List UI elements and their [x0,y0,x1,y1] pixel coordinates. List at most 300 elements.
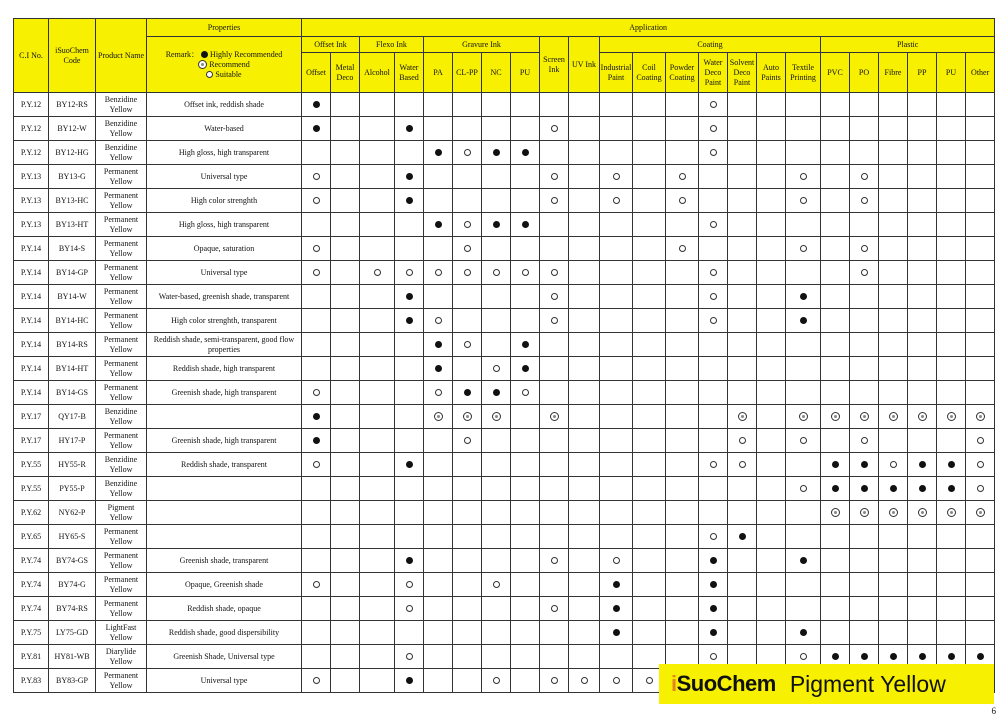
cell-uv [569,165,600,189]
table-row [14,309,995,333]
cell-coil [633,237,666,261]
cell-screen [540,213,569,237]
cell-uv [569,285,600,309]
table-row [14,261,995,285]
cell-water-based [395,93,424,117]
cell-pu-p [937,429,966,453]
highly-recommended-icon [406,197,413,204]
cell-pu-g [511,189,540,213]
cell-other [966,621,995,645]
table-row [14,429,995,453]
cell-code: PY55-P [49,477,96,501]
cell-metal-deco [331,501,360,525]
cell-code: BY14-RS [49,333,96,357]
cell-pu-g [511,93,540,117]
cell-other [966,549,995,573]
cell-code: BY12-HG [49,141,96,165]
highly-recommended-icon [406,317,413,324]
cell-pu-p [937,525,966,549]
cell-ci-no: P.Y.13 [14,165,49,189]
cell-metal-deco [331,573,360,597]
cell-pvc [821,429,850,453]
cell-solvent-deco [728,453,757,477]
cell-ci-no: P.Y.14 [14,357,49,381]
cell-product-name: Benzidine Yellow [96,453,147,477]
cell-textile [786,501,821,525]
cell-powder [666,309,699,333]
cell-textile [786,261,821,285]
cell-alcohol [360,405,395,429]
highly-recommended-icon [800,629,807,636]
cell-pu-g [511,117,540,141]
cell-coil [633,621,666,645]
cell-nc [482,309,511,333]
cell-offset [302,237,331,261]
cell-auto [757,501,786,525]
cell-po [850,117,879,141]
cell-cl-pp [453,237,482,261]
cell-remark: Opaque, Greenish shade [147,573,302,597]
cell-product-name: Permanent Yellow [96,285,147,309]
recommend-icon [738,412,747,421]
cell-industrial [600,477,633,501]
cell-remark [147,501,302,525]
table-row [14,597,995,621]
cell-textile [786,429,821,453]
cell-industrial [600,285,633,309]
cell-solvent-deco [728,573,757,597]
brand-banner [659,664,994,704]
cell-pp [908,549,937,573]
cell-coil [633,93,666,117]
recommend-icon [831,412,840,421]
cell-uv [569,189,600,213]
cell-offset [302,309,331,333]
cell-pvc [821,501,850,525]
cell-product-name: Permanent Yellow [96,309,147,333]
cell-powder [666,453,699,477]
cell-nc [482,429,511,453]
cell-solvent-deco [728,93,757,117]
cell-metal-deco [331,165,360,189]
cell-fibre [879,597,908,621]
cell-po [850,141,879,165]
cell-other [966,501,995,525]
cell-pp [908,165,937,189]
cell-water-deco [699,453,728,477]
col-pu-gravure: PU [511,53,540,93]
cell-cl-pp [453,405,482,429]
cell-water-deco [699,237,728,261]
cell-water-deco [699,213,728,237]
cell-product-name: Permanent Yellow [96,669,147,693]
cell-pu-g [511,165,540,189]
cell-alcohol [360,93,395,117]
suitable-icon [435,269,442,276]
cell-coil [633,501,666,525]
suitable-icon [551,197,558,204]
cell-po [850,189,879,213]
suitable-icon [522,389,529,396]
table-row [14,549,995,573]
cell-ci-no: P.Y.14 [14,381,49,405]
cell-industrial [600,117,633,141]
suitable-icon [800,173,807,180]
suitable-icon [313,389,320,396]
cell-cl-pp [453,285,482,309]
cell-product-name: LightFast Yellow [96,621,147,645]
col-pp: PP [908,53,937,93]
suitable-icon [977,437,984,444]
cell-offset [302,165,331,189]
col-offset: Offset [302,53,331,93]
cell-coil [633,189,666,213]
cell-remark: High color strenghth [147,189,302,213]
suitable-icon [464,341,471,348]
suitable-icon [313,581,320,588]
cell-remark: Reddish shade, high transparent [147,357,302,381]
cell-product-name: Permanent Yellow [96,573,147,597]
suitable-icon [646,677,653,684]
cell-pp [908,525,937,549]
highly-recommended-icon [522,221,529,228]
cell-coil [633,309,666,333]
cell-powder [666,189,699,213]
suitable-icon [861,245,868,252]
cell-nc [482,213,511,237]
cell-code: BY14-GP [49,261,96,285]
cell-metal-deco [331,429,360,453]
suitable-icon [800,245,807,252]
cell-pa [424,453,453,477]
col-auto-paints: Auto Paints [757,53,786,93]
cell-pa [424,117,453,141]
cell-industrial [600,645,633,669]
cell-textile [786,381,821,405]
cell-remark: High color strenghth, transparent [147,309,302,333]
cell-po [850,549,879,573]
suitable-icon [374,269,381,276]
cell-textile [786,141,821,165]
cell-po [850,309,879,333]
cell-code: NY62-P [49,501,96,525]
suitable-icon [313,461,320,468]
highly-recommended-icon [739,533,746,540]
cell-pu-p [937,381,966,405]
suitable-icon [551,677,558,684]
cell-product-name: Permanent Yellow [96,381,147,405]
cell-other [966,381,995,405]
cell-cl-pp [453,333,482,357]
cell-water-deco [699,429,728,453]
table-row [14,141,995,165]
cell-metal-deco [331,333,360,357]
suitable-icon [313,677,320,684]
highly-recommended-icon [313,101,320,108]
cell-nc [482,621,511,645]
cell-nc [482,189,511,213]
col-powder-coating: Powder Coating [666,53,699,93]
cell-cl-pp [453,429,482,453]
cell-remark: High gloss, high transparent [147,213,302,237]
cell-metal-deco [331,477,360,501]
cell-pvc [821,525,850,549]
cell-uv [569,645,600,669]
cell-other [966,189,995,213]
suitable-icon [464,221,471,228]
cell-product-name: Diarylide Yellow [96,645,147,669]
cell-auto [757,453,786,477]
cell-auto [757,93,786,117]
cell-screen [540,525,569,549]
cell-alcohol [360,213,395,237]
cell-pu-g [511,429,540,453]
header-ci-no: C.I No. [14,19,49,93]
suitable-icon [739,437,746,444]
cell-screen [540,93,569,117]
highly-recommended-icon [890,485,897,492]
cell-pu-p [937,405,966,429]
cell-other [966,285,995,309]
col-alcohol: Alcohol [360,53,395,93]
cell-nc [482,117,511,141]
highly-recommended-icon [493,149,500,156]
cell-auto [757,525,786,549]
cell-fibre [879,213,908,237]
cell-uv [569,405,600,429]
highly-recommended-icon [464,389,471,396]
suitable-icon [493,581,500,588]
cell-water-based [395,573,424,597]
cell-pp [908,357,937,381]
suitable-icon [679,173,686,180]
col-coil-coating: Coil Coating [633,53,666,93]
col-industrial-paint: Industrial Paint [600,53,633,93]
cell-fibre [879,429,908,453]
suitable-icon [493,365,500,372]
cell-product-name: Permanent Yellow [96,597,147,621]
highly-recommended-icon [948,461,955,468]
col-other: Other [966,53,995,93]
remark-label: Remark： [165,49,200,59]
cell-water-deco [699,381,728,405]
cell-po [850,333,879,357]
cell-pu-p [937,285,966,309]
recommend-icon [976,508,985,517]
highly-recommended-icon [919,461,926,468]
cell-fibre [879,525,908,549]
cell-pu-p [937,309,966,333]
cell-fibre [879,477,908,501]
cell-coil [633,573,666,597]
cell-alcohol [360,357,395,381]
highly-recommended-icon [435,221,442,228]
cell-pvc [821,117,850,141]
cell-offset [302,285,331,309]
cell-alcohol [360,501,395,525]
cell-powder [666,237,699,261]
cell-coil [633,285,666,309]
cell-code: BY13-HC [49,189,96,213]
cell-screen [540,189,569,213]
cell-textile [786,549,821,573]
cell-industrial [600,213,633,237]
cell-other [966,141,995,165]
highly-recommended-icon [406,125,413,132]
cell-offset [302,405,331,429]
legend-highly-recommended: Highly Recommended [210,49,283,59]
highly-recommended-icon [861,485,868,492]
highly-recommended-icon [406,557,413,564]
cell-fibre [879,237,908,261]
cell-pu-p [937,117,966,141]
cell-code: BY14-HT [49,357,96,381]
suitable-icon [206,71,213,78]
cell-po [850,93,879,117]
cell-pu-g [511,285,540,309]
cell-offset [302,261,331,285]
cell-other [966,309,995,333]
cell-fibre [879,117,908,141]
recommend-icon [831,508,840,517]
cell-fibre [879,309,908,333]
cell-solvent-deco [728,477,757,501]
cell-code: BY14-GS [49,381,96,405]
cell-textile [786,213,821,237]
cell-product-name: Pigment Yellow [96,501,147,525]
suitable-icon [406,605,413,612]
cell-screen [540,285,569,309]
cell-solvent-deco [728,117,757,141]
cell-water-based [395,333,424,357]
cell-screen [540,405,569,429]
cell-solvent-deco [728,549,757,573]
cell-po [850,213,879,237]
recommend-icon [434,412,443,421]
cell-cl-pp [453,357,482,381]
cell-nc [482,285,511,309]
cell-offset [302,525,331,549]
cell-powder [666,117,699,141]
cell-nc [482,165,511,189]
highly-recommended-icon [406,173,413,180]
cell-ci-no: P.Y.62 [14,501,49,525]
cell-uv [569,549,600,573]
cell-ci-no: P.Y.65 [14,525,49,549]
cell-cl-pp [453,141,482,165]
col-textile-printing: Textile Printing [786,53,821,93]
cell-po [850,621,879,645]
cell-coil [633,333,666,357]
cell-ci-no: P.Y.81 [14,645,49,669]
cell-po [850,429,879,453]
cell-pu-p [937,501,966,525]
cell-pvc [821,261,850,285]
cell-pu-g [511,237,540,261]
cell-industrial [600,549,633,573]
cell-pu-p [937,621,966,645]
highly-recommended-icon [522,149,529,156]
cell-ci-no: P.Y.14 [14,309,49,333]
cell-pp [908,309,937,333]
cell-pu-g [511,669,540,693]
cell-cl-pp [453,189,482,213]
cell-water-deco [699,309,728,333]
cell-alcohol [360,573,395,597]
cell-remark: Opaque, saturation [147,237,302,261]
cell-coil [633,525,666,549]
col-pu-plastic: PU [937,53,966,93]
cell-metal-deco [331,525,360,549]
cell-ci-no: P.Y.83 [14,669,49,693]
suitable-icon [613,557,620,564]
recommend-icon [976,412,985,421]
cell-solvent-deco [728,261,757,285]
isuochem-logo: iSuoChem [671,671,776,696]
cell-cl-pp [453,117,482,141]
cell-metal-deco [331,141,360,165]
suitable-icon [551,317,558,324]
cell-po [850,285,879,309]
suitable-icon [464,269,471,276]
cell-other [966,597,995,621]
cell-textile [786,597,821,621]
cell-pa [424,357,453,381]
cell-product-name: Permanent Yellow [96,333,147,357]
cell-industrial [600,189,633,213]
cell-industrial [600,573,633,597]
cell-product-name: Benzidine Yellow [96,141,147,165]
table-row [14,477,995,501]
table-row [14,165,995,189]
highly-recommended-icon [435,341,442,348]
highly-recommended-icon [919,653,926,660]
cell-code: BY14-W [49,285,96,309]
cell-ci-no: P.Y.12 [14,141,49,165]
cell-ci-no: P.Y.12 [14,93,49,117]
cell-code: BY14-HC [49,309,96,333]
cell-pa [424,477,453,501]
cell-powder [666,165,699,189]
cell-coil [633,429,666,453]
cell-water-deco [699,333,728,357]
cell-water-deco [699,405,728,429]
cell-coil [633,405,666,429]
cell-other [966,165,995,189]
cell-remark: Reddish shade, good dispersibility [147,621,302,645]
cell-screen [540,237,569,261]
cell-nc [482,549,511,573]
cell-powder [666,285,699,309]
cell-pvc [821,573,850,597]
cell-pa [424,309,453,333]
cell-pu-g [511,525,540,549]
highly-recommended-icon [890,653,897,660]
cell-uv [569,333,600,357]
cell-offset [302,117,331,141]
suitable-icon [977,485,984,492]
cell-nc [482,477,511,501]
cell-screen [540,309,569,333]
cell-alcohol [360,333,395,357]
cell-pa [424,621,453,645]
cell-pvc [821,285,850,309]
cell-nc [482,453,511,477]
cell-pu-g [511,501,540,525]
cell-textile [786,309,821,333]
cell-fibre [879,621,908,645]
cell-industrial [600,429,633,453]
